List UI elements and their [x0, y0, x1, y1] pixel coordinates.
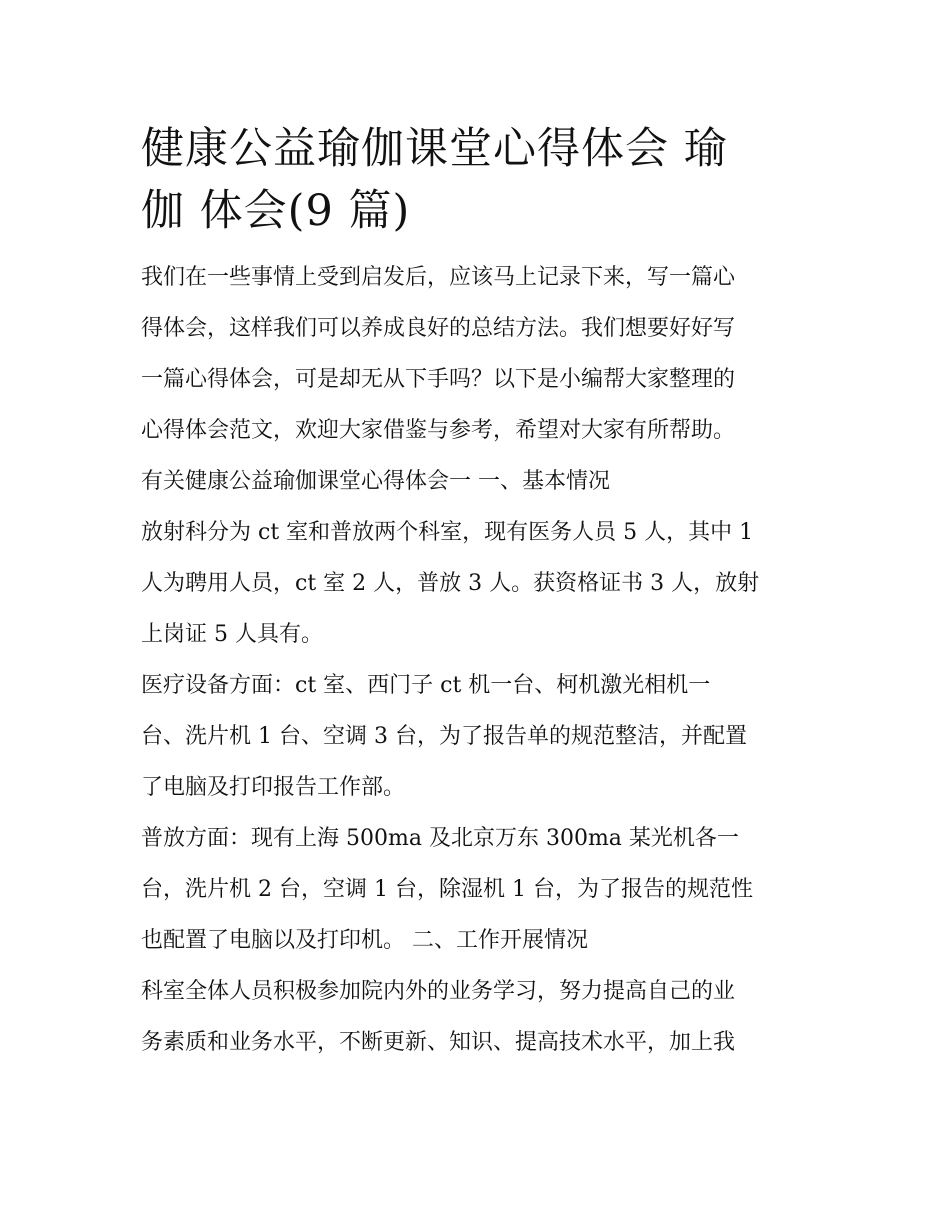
work-paragraph [141, 966, 821, 1068]
intro-paragraph [141, 252, 821, 456]
text-line: 有关健康公益瑜伽课堂心得体会一 一、基本情况 [141, 469, 610, 494]
text-line: 科室全体人员积极参加院内外的业务学习，努力提高自己的业 [141, 979, 736, 1004]
equipment-paragraph [141, 660, 821, 813]
title-line: 健康公益瑜伽课堂心得体会 瑜 [141, 124, 728, 174]
text-line: 台，洗片机 2 台，空调 1 台，除湿机 1 台，为了报告的规范性 [141, 877, 753, 902]
text-line: 普放方面：现有上海 500ma 及北京万东 300ma 某光机各一 [141, 826, 739, 851]
text-line: 医疗设备方面：ct 室、西门子 ct 机一台、柯机激光相机一 [141, 673, 711, 698]
title-line: 伽 体会(9 篇) [141, 186, 411, 236]
text-line: 了电脑及打印报告工作部。 [141, 775, 406, 800]
radiography-paragraph [141, 813, 821, 966]
text-line: 务素质和业务水平，不断更新、知识、提高技术水平，加上我 [141, 1030, 736, 1055]
text-line: 得体会，这样我们可以养成良好的总结方法。我们想要好好写 [141, 316, 736, 341]
staff-paragraph [141, 507, 821, 660]
document-body [141, 118, 821, 1068]
text-line: 台、洗片机 1 台、空调 3 台，为了报告单的规范整洁，并配置 [141, 724, 747, 749]
text-line: 人为聘用人员，ct 室 2 人，普放 3 人。获资格证书 3 人，放射 [141, 571, 760, 596]
text-line: 也配置了电脑以及打印机。 二、工作开展情况 [141, 928, 588, 953]
text-line: 心得体会范文，欢迎大家借鉴与参考，希望对大家有所帮助。 [141, 418, 736, 443]
text-line: 一篇心得体会，可是却无从下手吗？以下是小编帮大家整理的 [141, 367, 736, 392]
text-line: 我们在一些事情上受到启发后，应该马上记录下来，写一篇心 [141, 265, 736, 290]
text-line: 上岗证 5 人具有。 [141, 622, 323, 647]
document-title [141, 118, 821, 242]
section-heading-paragraph [141, 456, 821, 507]
text-line: 放射科分为 ct 室和普放两个科室，现有医务人员 5 人，其中 1 [141, 520, 754, 545]
